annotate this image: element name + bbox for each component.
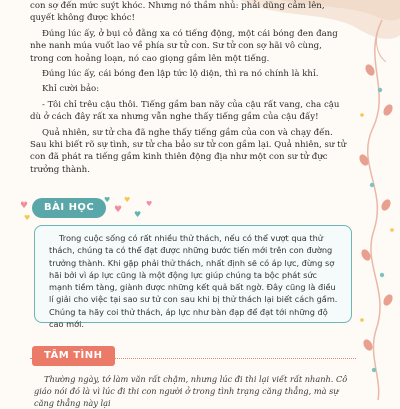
tam-tinh-text xyxy=(34,373,354,409)
heart-icon: ♥ xyxy=(124,196,131,204)
heart-icon: ♥ xyxy=(20,201,29,211)
vine-decoration xyxy=(342,0,400,400)
story-paragraph: Quả nhiên, sư tử cha đã nghe thấy tiếng gầm của con và chạy đến. Sau khi biết rõ sự tình, sư tử cha bảo sư tử con gầm lại. Quả nhiên, sư tử con đã phát ra tiếng gầm kinh thiên động địa như một con sư tử đực trưởng thành. xyxy=(30,127,347,175)
heart-icon: ♥ xyxy=(104,196,111,204)
lesson-text: Trong cuộc sống có rất nhiều thử thách, nếu có thể vượt qua thử thách, chúng ta có thể đạt được những bước tiến mới trên con đường trưởng thành. Khi gặp phải thử thách, nhất định sẽ có áp lực, đừng sợ hãi bởi vì áp lực cũng là một động lực giúp chúng ta bộc phát sức mạnh tiềm tàng, giành được những kết quả bất ngờ. Đây cũng là điều lí giải cho việc tại sao sư tử con sau khi bị thử thách lại biết cách gầm. Chúng ta hãy coi thử thách, áp lực như bàn đạp để đạt tới những độ cao mới. xyxy=(49,233,338,330)
story-text xyxy=(30,0,348,179)
tam-tinh-title: TÂM TÌNH xyxy=(32,346,115,366)
heart-icon: ♥ xyxy=(146,200,153,208)
heart-icon: ♥ xyxy=(114,205,123,215)
story-paragraph: Đúng lúc ấy, cái bóng đen lập tức lộ diện, thì ra nó chính là khỉ. xyxy=(42,69,319,80)
heart-icon: ♥ xyxy=(134,210,142,219)
lesson-box xyxy=(34,225,352,330)
heart-icon: ♥ xyxy=(24,214,31,222)
tam-tinh-paragraph: Thường ngày, tớ làm văn rất chậm, nhưng lúc đi thi lại viết rất nhanh. Cô giáo nói đó là vì lúc đi thi con người ở trong tình trạng căng thẳng, mà sự căng thẳng này lại xyxy=(34,374,348,408)
lesson-title: BÀI HỌC xyxy=(32,198,106,218)
story-paragraph: con sợ đến mức suýt khóc. Nhưng nó thầm nhủ: phải dũng cảm lên, quyết không được khóc! xyxy=(30,1,325,24)
story-paragraph: Đúng lúc ấy, ở bụi cỏ đằng xa có tiếng động, một cái bóng đen đang nhe nanh múa vuốt lao về phía sư tử con. Sư tử con sợ hãi vô cùng, trong cơn hoảng loạn, nó cao giọng gầm lên một tiếng. xyxy=(30,28,338,64)
story-paragraph: - Tôi chỉ trêu cậu thôi. Tiếng gầm ban nãy của cậu rất vang, cha cậu dù ở cách đây rất xa nhưng vẫn nghe thấy tiếng gầm của cậu đấy! xyxy=(30,99,340,123)
story-paragraph: Khỉ cười bảo: xyxy=(42,84,100,95)
